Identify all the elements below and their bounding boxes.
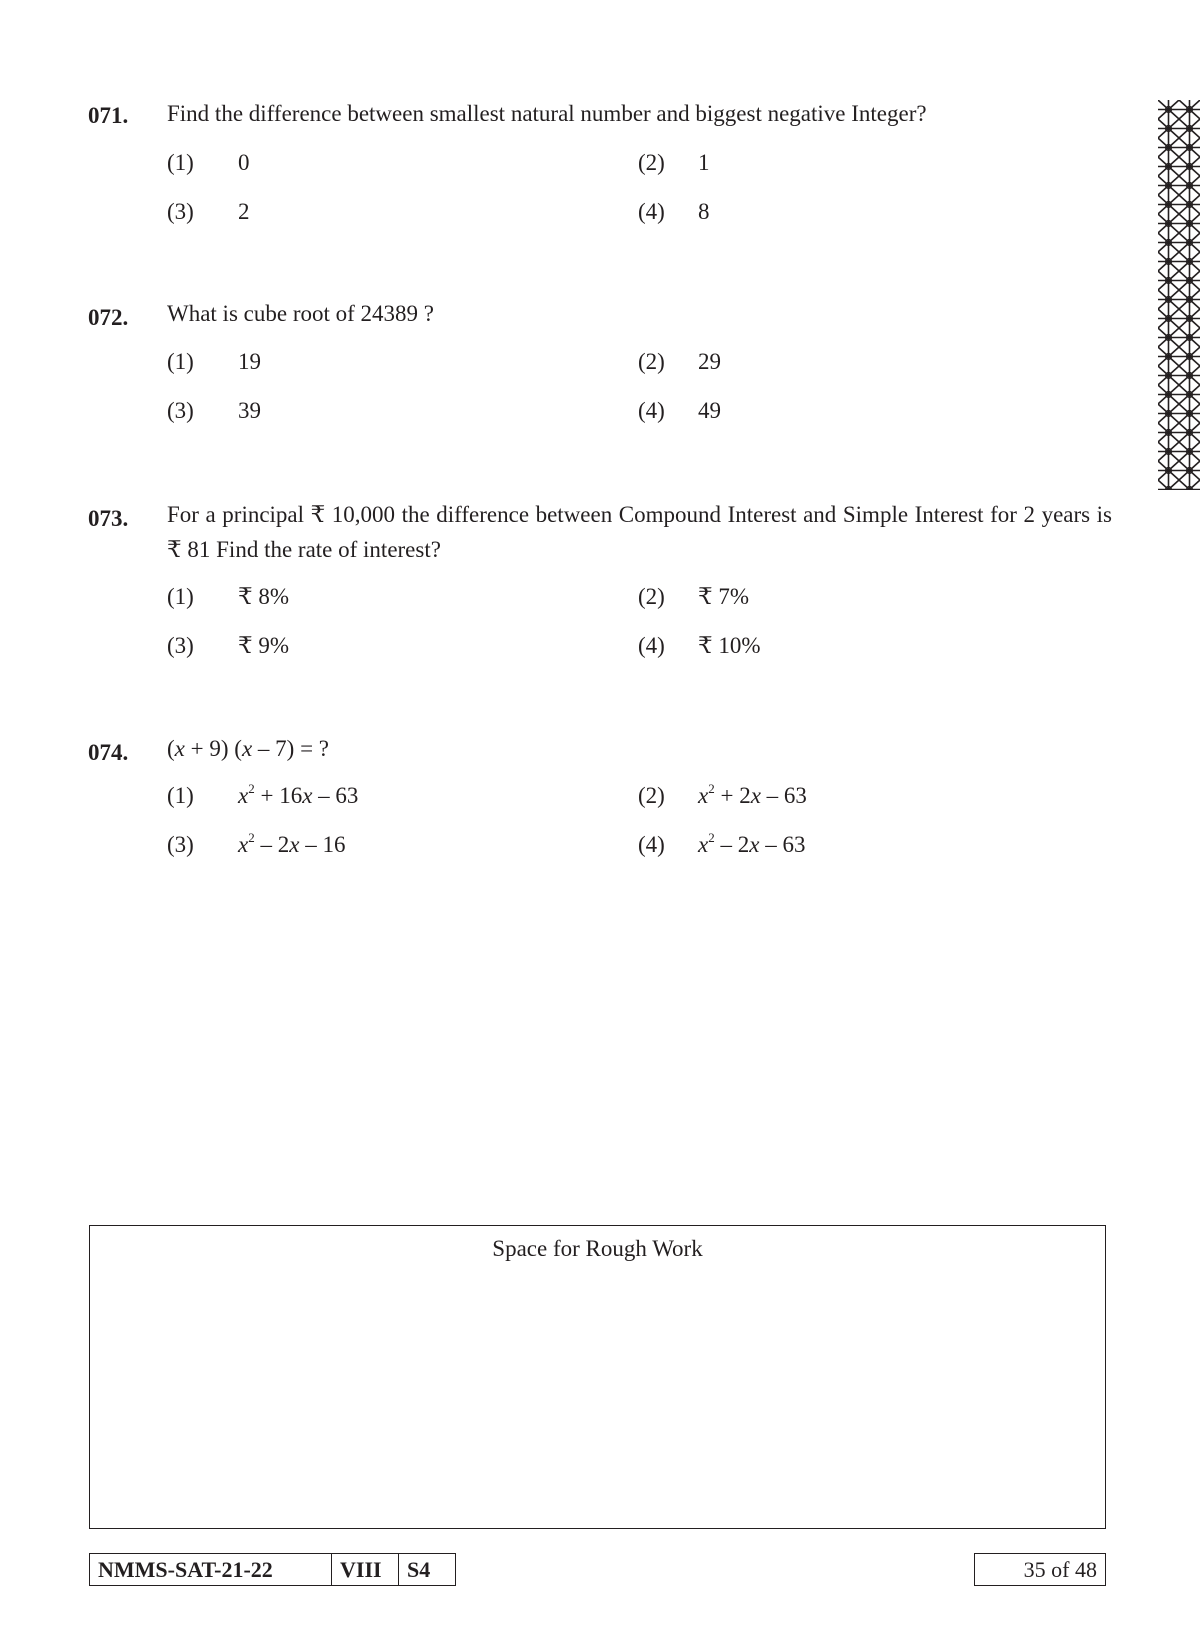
option-value: $x^2 + 16x - 63$ xyxy=(238,781,359,808)
option-value: ₹ 7% xyxy=(698,584,750,609)
option-value: 0 xyxy=(238,150,250,175)
option-value: 1 xyxy=(698,150,710,175)
option-value: 8 xyxy=(698,199,710,224)
option-label: (4) xyxy=(638,398,665,423)
decorative-border-pattern xyxy=(1158,100,1200,490)
option-label: (4) xyxy=(638,832,665,857)
option-value: 29 xyxy=(698,349,721,374)
question-number: 071. xyxy=(88,103,129,128)
option-label: (2) xyxy=(638,783,665,808)
exam-code: NMMS-SAT-21-22 xyxy=(90,1554,332,1585)
option-value: 49 xyxy=(698,398,721,423)
exam-code-box xyxy=(89,1553,456,1586)
question-text: Find the difference between smallest natural number and biggest negative Integer? xyxy=(167,101,927,126)
option-label: (2) xyxy=(638,150,665,175)
question-text: For a principal ₹ 10,000 the difference between Compound Interest and Simple Interest for 2 years is ₹ 81 Find the rate of interest? xyxy=(167,502,1112,562)
option-label: (3) xyxy=(167,633,194,658)
rough-work-title: Space for Rough Work xyxy=(492,1236,703,1261)
option-label: (3) xyxy=(167,832,194,857)
option-label: (2) xyxy=(638,349,665,374)
question-number: 074. xyxy=(88,740,129,765)
option-value: ₹ 10% xyxy=(698,633,761,658)
page-number: 35 of 48 xyxy=(974,1553,1106,1586)
option-label: (4) xyxy=(638,199,665,224)
option-label: (2) xyxy=(638,584,665,609)
option-value: $x^2 + 2x - 63$ xyxy=(698,781,807,808)
question-number: 072. xyxy=(88,305,129,330)
option-value: ₹ 8% xyxy=(238,584,290,609)
option-label: (3) xyxy=(167,199,194,224)
option-label: (3) xyxy=(167,398,194,423)
question-text: (x + 9) (x – 7) = ? xyxy=(167,736,329,761)
option-value: 2 xyxy=(238,199,250,224)
rough-work-box xyxy=(89,1225,1106,1529)
exam-set: S4 xyxy=(407,1557,431,1582)
option-label: (4) xyxy=(638,633,665,658)
option-label: (1) xyxy=(167,150,194,175)
option-value: $x^2 - 2x - 63$ xyxy=(698,830,806,857)
exam-class: VIII xyxy=(332,1554,399,1585)
option-label: (1) xyxy=(167,783,194,808)
option-value: 19 xyxy=(238,349,261,374)
option-label: (1) xyxy=(167,349,194,374)
question-number: 073. xyxy=(88,506,129,531)
option-value: 39 xyxy=(238,398,261,423)
question-text: What is cube root of 24389 ? xyxy=(167,301,434,326)
option-label: (1) xyxy=(167,584,194,609)
option-value: $x^2 - 2x - 16$ xyxy=(238,830,346,857)
option-value: ₹ 9% xyxy=(238,633,290,658)
